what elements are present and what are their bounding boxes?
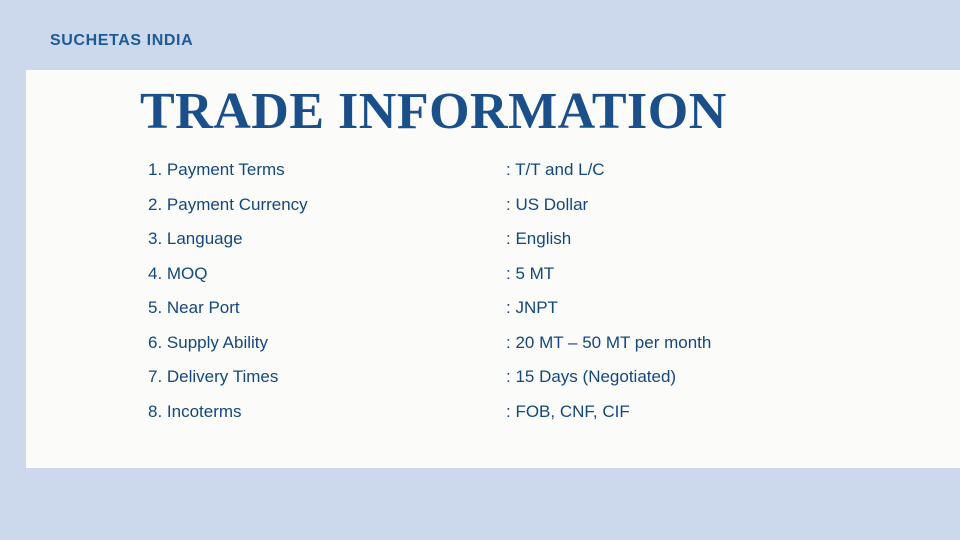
table-row	[148, 298, 848, 333]
row-value: : FOB, CNF, CIF	[506, 401, 630, 421]
row-label: 7. Delivery Times	[148, 367, 279, 386]
table-row	[148, 333, 848, 368]
row-value: : 5 MT	[506, 263, 555, 283]
row-label: 8. Incoterms	[148, 401, 242, 421]
left-accent-bar	[0, 0, 26, 540]
table-row	[148, 195, 848, 230]
trade-info-table	[148, 160, 848, 436]
table-row	[148, 229, 848, 264]
brand-name: SUCHETAS INDIA	[50, 32, 194, 49]
row-label: 4. MOQ	[148, 263, 208, 283]
row-label: 6. Supply Ability	[148, 332, 269, 352]
table-row	[148, 402, 848, 437]
footer-band	[0, 468, 960, 540]
row-label: 2. Payment Currency	[148, 194, 308, 214]
table-row	[148, 264, 848, 299]
row-label: 1. Payment Terms	[148, 160, 285, 179]
row-value: : 20 MT – 50 MT per month	[506, 332, 712, 352]
table-row	[148, 367, 848, 402]
row-value: : JNPT	[506, 298, 558, 317]
row-label: 5. Near Port	[148, 298, 240, 317]
row-value: : US Dollar	[506, 194, 589, 214]
row-value: : T/T and L/C	[506, 160, 605, 179]
row-value: : English	[506, 229, 572, 248]
row-value: : 15 Days (Negotiated)	[506, 367, 677, 386]
page-title: TRADE INFORMATION	[140, 83, 727, 140]
row-label: 3. Language	[148, 229, 243, 248]
table-row	[148, 160, 848, 195]
